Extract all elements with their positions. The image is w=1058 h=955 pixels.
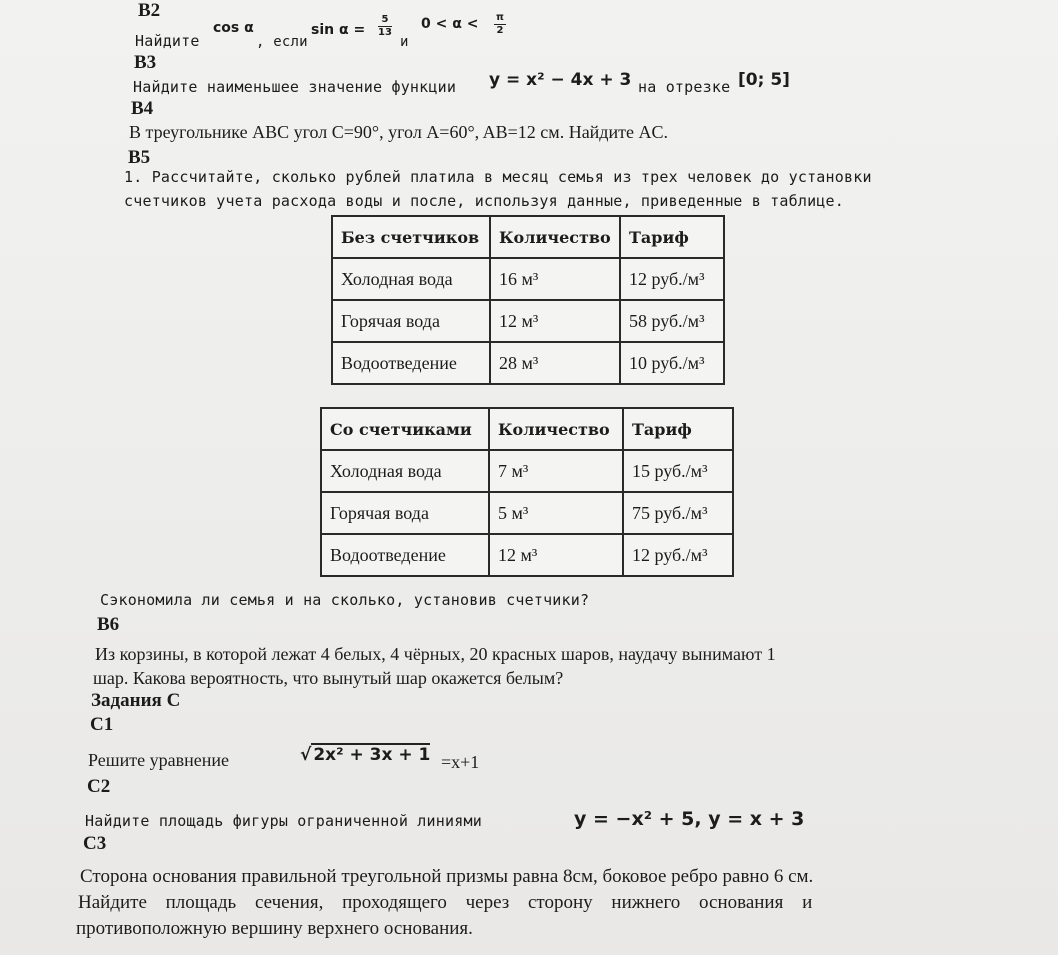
table-row (321, 534, 733, 576)
table-cell: Холодная вода (321, 450, 489, 492)
task-c3-line1: Сторона основания правильной треугольной призмы равна 8см, боковое ребро равно 6 см. (80, 866, 814, 887)
table-header-cell: Тариф (620, 216, 724, 258)
task-b2-cos: cos α (213, 20, 254, 36)
table-cell: 12 м³ (490, 300, 620, 342)
task-c2-label: С2 (87, 776, 111, 797)
task-b4-text: В треугольнике ABC угол C=90°, угол A=60°, AB=12 см. Найдите AC. (129, 122, 668, 142)
table-header-cell: Количество (489, 408, 623, 450)
task-b5-line1: 1. Рассчитайте, сколько рублей платила в месяц семья из трех человек до установки (124, 168, 872, 186)
table-cell: 5 м³ (489, 492, 623, 534)
table-cell: 16 м³ (490, 258, 620, 300)
task-b5-line2: счетчиков учета расхода воды и после, используя данные, приведенные в таблице. (124, 192, 844, 210)
table-cell: Горячая вода (321, 492, 489, 534)
pi-numerator: π (496, 12, 504, 23)
table-header-cell: Количество (490, 216, 620, 258)
task-b2-if: , если (256, 34, 308, 50)
task-c1-text: Решите уравнение (88, 750, 229, 770)
task-b2-and: и (400, 34, 409, 50)
table-row (332, 342, 724, 384)
task-b3-label: B3 (134, 52, 157, 73)
sqrt-sign-icon: √ (300, 745, 312, 765)
table-header-cell: Без счетчиков (332, 216, 490, 258)
table-cell: 12 руб./м³ (620, 258, 724, 300)
task-c1-rhs: =x+1 (441, 752, 480, 772)
task-b2-label: B2 (138, 0, 161, 21)
table-row (321, 492, 733, 534)
table-without-meters (331, 215, 725, 385)
table-cell: Водоотведение (321, 534, 489, 576)
task-c3-line3: противоположную вершину верхнего основания. (76, 918, 473, 939)
task-c3-line2: Найдите площадь сечения, проходящего через сторону нижнего основания и (78, 892, 813, 913)
task-b6-line1: Из корзины, в которой лежат 4 белых, 4 чёрных, 20 красных шаров, наудачу вынимают 1 (95, 644, 776, 664)
fraction-denominator: 13 (378, 27, 392, 38)
task-b5-question: Сэкономила ли семья и на сколько, установив счетчики? (100, 591, 590, 609)
task-b4-label: B4 (131, 98, 154, 119)
task-b2-inequality: 0 < α < (421, 16, 479, 32)
table-cell: 75 руб./м³ (623, 492, 733, 534)
task-c1-label: С1 (90, 714, 114, 735)
table-cell: Водоотведение (332, 342, 490, 384)
table-cell: 28 м³ (490, 342, 620, 384)
task-b2-sin: sin α = (311, 22, 366, 38)
task-b3-text: Найдите наименьшее значение функции (133, 78, 457, 96)
table-cell: 7 м³ (489, 450, 623, 492)
task-b2-fraction (378, 14, 392, 39)
table-header-cell: Тариф (623, 408, 733, 450)
table-header-cell: Со счетчиками (321, 408, 489, 450)
task-c1-equation (300, 745, 430, 765)
pi-denominator: 2 (496, 25, 504, 36)
table-header-row (321, 408, 733, 450)
task-b2-pi-fraction (494, 12, 506, 37)
task-c1-radicand: 2x² + 3x + 1 (313, 745, 431, 765)
table-cell: 15 руб./м³ (623, 450, 733, 492)
task-b3-interval: [0; 5] (738, 70, 790, 90)
table-row (332, 258, 724, 300)
table-row (321, 450, 733, 492)
task-c3-label: С3 (83, 833, 107, 854)
task-c2-formula: y = −x² + 5, y = x + 3 (574, 808, 805, 830)
task-c2-text: Найдите площадь фигуры ограниченной линиями (85, 812, 482, 830)
task-b6-label: B6 (97, 614, 120, 635)
table-cell: 12 м³ (489, 534, 623, 576)
table-cell: Холодная вода (332, 258, 490, 300)
section-c-label: Задания С (91, 690, 181, 711)
task-b2-find: Найдите (135, 32, 200, 50)
task-b6-line2: шар. Какова вероятность, что вынутый шар окажется белым? (93, 668, 564, 688)
table-cell: 58 руб./м³ (620, 300, 724, 342)
task-b3-formula: y = x² − 4x + 3 (489, 70, 632, 90)
task-b5-label: B5 (128, 147, 151, 168)
table-with-meters (320, 407, 734, 577)
table-cell: Горячая вода (332, 300, 490, 342)
table-cell: 10 руб./м³ (620, 342, 724, 384)
table-row (332, 300, 724, 342)
task-b3-segment: на отрезке (638, 78, 731, 96)
table-header-row (332, 216, 724, 258)
table-cell: 12 руб./м³ (623, 534, 733, 576)
fraction-numerator: 5 (378, 14, 392, 27)
